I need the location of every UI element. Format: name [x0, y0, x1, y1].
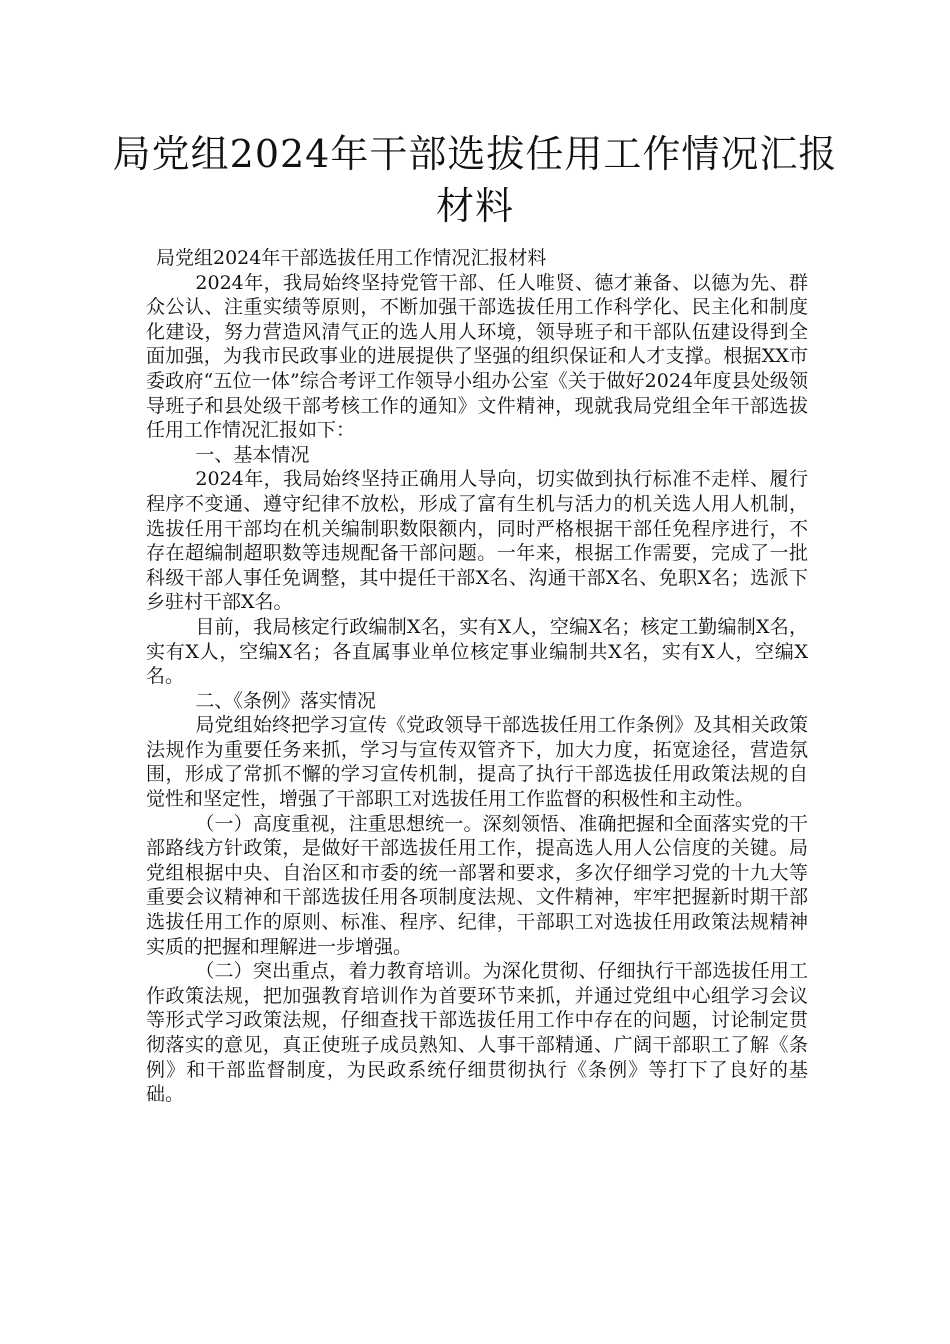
- section-heading-basic: 一、基本情况: [195, 443, 310, 466]
- title-line-2: 材料: [435, 184, 514, 228]
- document-body: [146, 246, 808, 1107]
- regulation-paragraph-1: 局党组始终把学习宣传《党政领导干部选拔任用工作条例》及其相关政策法规作为重要任务来抓，学习与宣传双管齐下，加大力度，拓宽途径，营造氛围，形成了常抓不懈的学习宣传机制，提高了执行干部选拔任用政策法规的自觉性和坚定性，增强了干部职工对选拔任用工作监督的积极性和主动性。: [146, 714, 808, 811]
- basic-paragraph-1: 2024年，我局始终坚持正确用人导向，切实做到执行标准不走样、履行程序不变通、遵守纪律不放松，形成了富有生机与活力的机关选人用人机制，选拔任用干部均在机关编制职数限额内，同时严格根据干部任免程序进行，不存在超编制超职数等违规配备干部问题。一年来，根据工作需要，完成了一批科级干部人事任免调整，其中提任干部X名、沟通干部X名、免职X名；选派下乡驻村干部X名。: [146, 468, 808, 614]
- subtitle-paragraph: 局党组2024年干部选拔任用工作情况汇报材料: [156, 247, 547, 269]
- title-line-1: 局党组2024年干部选拔任用工作情况汇报: [112, 132, 838, 176]
- document-title: [100, 128, 850, 232]
- regulation-paragraph-3: （二）突出重点，着力教育培训。为深化贯彻、仔细执行干部选拔任用工作政策法规，把加强教育培训作为首要环节来抓，并通过党组中心组学习会议等形式学习政策法规，仔细查找干部选拔任用工作中存在的问题，讨论制定贯彻落实的意见，真正使班子成员熟知、人事干部精通、广阔干部职工了解《条例》和干部监督制度，为民政系统仔细贯彻执行《条例》等打下了良好的基础。: [146, 960, 808, 1106]
- regulation-paragraph-2: （一）高度重视，注重思想统一。深刻领悟、准确把握和全面落实党的干部路线方针政策，是做好干部选拔任用工作，提高选人用人公信度的关键。局党组根据中央、自治区和市委的统一部署和要求，多次仔细学习党的十九大等重要会议精神和干部选拔任用各项制度法规、文件精神，牢牢把握新时期干部选拔任用工作的原则、标准、程序、纪律，干部职工对选拔任用政策法规精神实质的把握和理解进一步增强。: [146, 812, 808, 958]
- section-heading-regulation: 二、《条例》落实情况: [195, 689, 376, 712]
- intro-paragraph: 2024年，我局始终坚持党管干部、任人唯贤、德才兼备、以德为先、群众公认、注重实绩等原则，不断加强干部选拔任用工作科学化、民主化和制度化建设，努力营造风清气正的选人用人环境，领导班子和干部队伍建设得到全面加强，为我市民政事业的进展提供了坚强的组织保证和人才支撑。根据XX市委政府“五位一体”综合考评工作领导小组办公室《关于做好2024年度县处级领导班子和县处级干部考核工作的通知》文件精神，现就我局党组全年干部选拔任用工作情况汇报如下：: [146, 271, 808, 442]
- basic-paragraph-2: 目前，我局核定行政编制X名，实有X人，空编X名；核定工勤编制X名，实有X人，空编X名；各直属事业单位核定事业编制共X名，实有X人，空编X名。: [146, 615, 808, 688]
